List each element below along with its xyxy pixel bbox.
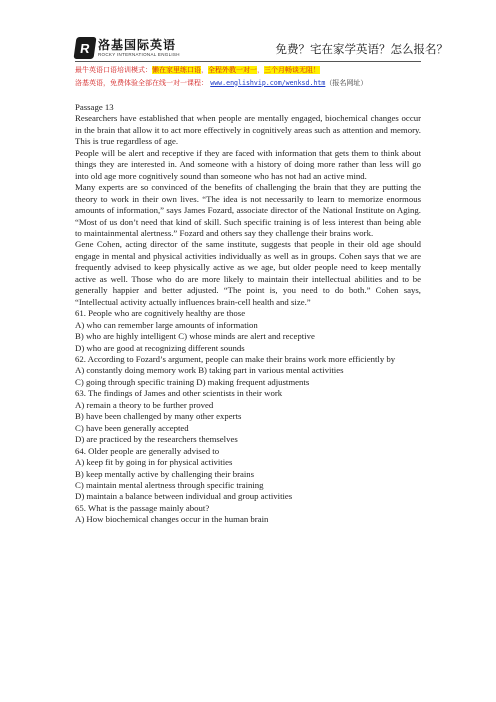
page-header xyxy=(0,0,496,64)
answer-option: B) who are highly intelligent C) whose minds are alert and receptive xyxy=(75,331,315,342)
promo-separator: ， xyxy=(257,66,264,74)
promo-line-2 xyxy=(75,77,435,90)
answer-option: C) going through specific training D) making frequent adjustments xyxy=(75,376,310,387)
signup-note: （报名网址） xyxy=(325,78,368,87)
passage-paragraph: People will be alert and receptive if they are faced with information that gets them to think about things they are interested in. And someone with a history of doing more rather than less will go into old age more cognitively sound than someone who has not had an active mind. xyxy=(75,147,421,181)
rocky-english-logo xyxy=(75,36,180,60)
promo-banner xyxy=(75,64,435,89)
promo-intro: 最牛英语口语培训模式： xyxy=(75,66,152,74)
answer-option: D) who are good at recognizing different sounds xyxy=(75,342,245,353)
header-slogan: 免费？宅在家学英语？怎么报名？ xyxy=(275,42,448,56)
question-stem: 61. People who are cognitively healthy are those xyxy=(75,308,246,319)
answer-option: B) keep mentally active by challenging their brains xyxy=(75,468,255,479)
answer-option: D) maintain a balance between individual and group activities xyxy=(75,491,293,502)
answer-option: D) are practiced by the researchers themselves xyxy=(75,434,238,445)
promo-line-1 xyxy=(75,64,435,77)
answer-option: A) who can remember large amounts of information xyxy=(75,319,258,330)
question-stem: 62. According to Fozard’s argument, people can make their brains work more efficiently by xyxy=(75,353,396,364)
passage-paragraph: Many experts are so convinced of the benefits of challenging the brain that they are putting the theory to work in their own lives. “The idea is not necessarily to learn to memorize enormous amounts of information,” says James Fozard, associate director of the National Institute on Aging. “Most of us don’t need that kind of skill. Such specific training is of less interest than being able to maintainmental alertness.” Fozard and others say they challenge their brains work. xyxy=(75,182,421,238)
passage-paragraph: Gene Cohen, acting director of the same institute, suggests that people in their old age should engage in mental and physical activities individually as well as in groups. Cohen says that we are frequently advised to keep physically active as we age, but older people need to keep mentally active as well. Those who do are more likely to maintain their intellectual abilities and to be generally happier and better adjusted. “The point is, you need to do both.” Cohen says, “Intellectual activity actually influences brain-cell health and size.” xyxy=(75,239,421,307)
logo-chinese-name: 洛基国际英语 xyxy=(98,37,177,52)
answer-option: B) have been challenged by many other experts xyxy=(75,411,242,422)
promo-separator: ， xyxy=(201,66,208,74)
passage-paragraph: Researchers have established that when people are mentally engaged, biochemical changes occur in the brain that allow it to act more effectively in cognitively areas such as attention and memory. This is true regardless of age. xyxy=(75,113,421,147)
answer-option: A) How biochemical changes occur in the human brain xyxy=(75,514,269,525)
promo-offer: 洛基英语，免费体验全部在线一对一课程： xyxy=(75,78,208,87)
passage-title: Passage 13 xyxy=(75,102,114,112)
question-stem: 64. Older people are generally advised to xyxy=(75,445,220,456)
question-stem: 63. The findings of James and other scientists in their work xyxy=(75,388,283,399)
promo-highlight-2: 全程外教一对一 xyxy=(208,66,257,74)
header-divider xyxy=(75,61,421,62)
answer-option: A) keep fit by going in for physical activities xyxy=(75,457,233,468)
promo-highlight-1: 懒在家里练口语 xyxy=(152,66,201,74)
passage-content xyxy=(75,102,421,526)
logo-english-name: ROCKY INTERNATIONAL ENGLISH xyxy=(98,51,180,57)
answer-option: C) maintain mental alertness through specific training xyxy=(75,479,264,490)
question-stem: 65. What is the passage mainly about? xyxy=(75,502,210,513)
signup-link[interactable]: www.englishvip.com/wenksd.htm xyxy=(210,78,326,87)
logo-text xyxy=(98,39,180,58)
answer-option: C) have been generally accepted xyxy=(75,422,189,433)
logo-mark-icon: R xyxy=(73,37,96,59)
answer-option: A) remain a theory to be further proved xyxy=(75,399,214,410)
answer-option: A) constantly doing memory work B) taking part in various mental activities xyxy=(75,365,344,376)
promo-highlight-3: 三个月畅谈无阻！ xyxy=(264,66,320,74)
